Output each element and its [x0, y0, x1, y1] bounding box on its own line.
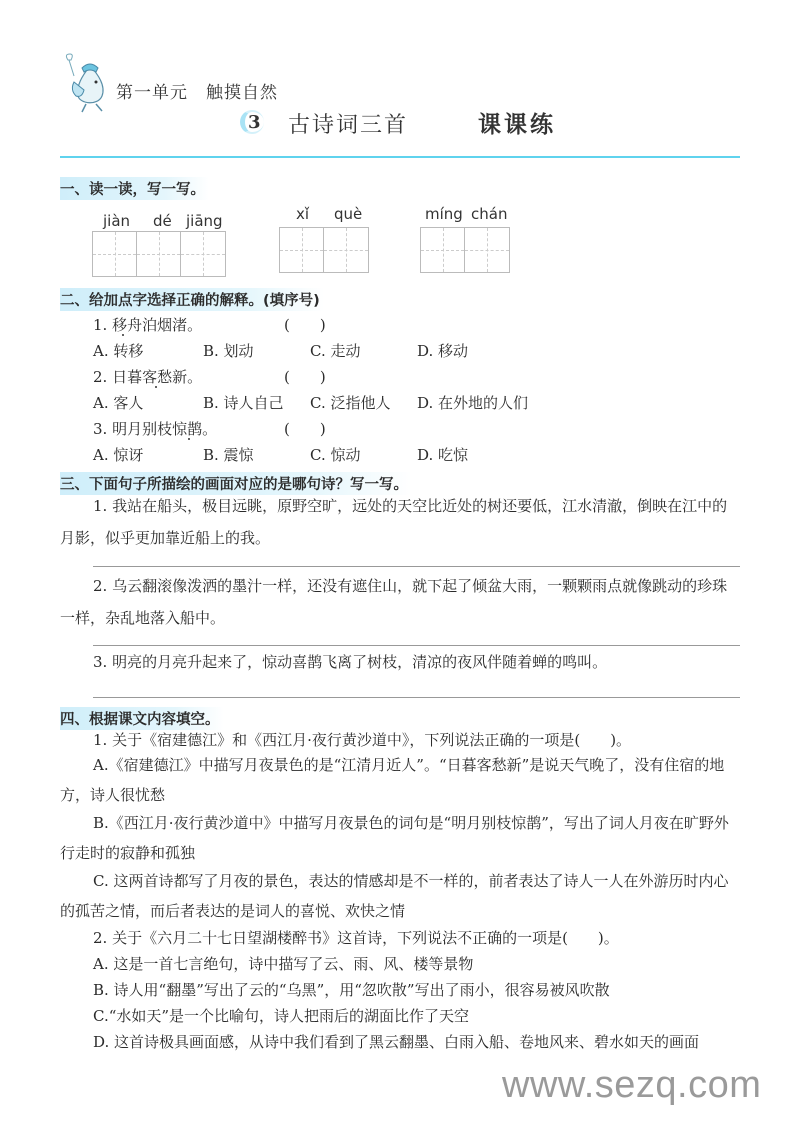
writing-cell[interactable] — [421, 228, 465, 272]
section-2-title: 二、给加点字选择正确的解释。(填序号) — [60, 288, 324, 311]
question-4-1-option-c: C. 这两首诗都写了月夜的景色，表达的情感却是不一样的，前者表达了诗人一人在外游历时内心的孤苦之情，而后者表达的是词人的喜悦、欢快之情 — [60, 872, 729, 920]
question-4-1-option-b: B.《西江月·夜行黄沙道中》中描写月夜景色的词句是“明月别枝惊鹊”，写出了词人月夜在旷野外行走时的寂静和孤独 — [60, 814, 729, 862]
pinyin: jiāng — [186, 212, 223, 230]
writing-grid-2[interactable] — [279, 227, 369, 273]
section-1-title: 一、读一读，写一写。 — [60, 177, 209, 200]
question-4-1-stem: 1. 关于《宿建德江》和《西江月·夜行黄沙道中》，下列说法正确的一项是( )。 — [93, 731, 632, 749]
scene-description-3: 3. 明亮的月亮升起来了，惊动喜鹊飞离了树枝，清凉的夜风伴随着蝉的鸣叫。 — [93, 653, 608, 671]
scene-description-1: 1. 我站在船头，极目远眺，原野空旷，远处的天空比近处的树还要低，江水清澈，倒映在江中的月影，似乎更加靠近船上的我。 — [60, 497, 728, 547]
option: C. 走动 — [310, 342, 361, 360]
writing-cell[interactable] — [137, 232, 181, 276]
pinyin: jiàn — [103, 212, 131, 230]
lesson-number-badge — [240, 110, 266, 136]
answer-line-1[interactable] — [93, 566, 740, 567]
option: A. 转移 — [93, 342, 144, 360]
unit-title: 第一单元 触摸自然 — [116, 83, 278, 103]
emphasis-dot — [122, 334, 124, 336]
watermark: www.sezq.com — [502, 1064, 762, 1106]
section-4-title: 四、根据课文内容填空。 — [60, 707, 224, 730]
question-stem: 2. 日暮客愁新。 — [93, 368, 203, 386]
option: D. 在外地的人们 — [417, 394, 529, 412]
answer-blank[interactable]: ( ) — [284, 316, 326, 334]
water-drop-mascot-icon — [58, 52, 118, 114]
writing-grid-3[interactable] — [420, 227, 510, 273]
pinyin: xǐ — [296, 205, 310, 223]
option: C. 惊动 — [310, 446, 361, 464]
writing-cell[interactable] — [280, 228, 324, 272]
answer-blank[interactable]: ( ) — [284, 420, 326, 438]
question-4-2-option-b: B. 诗人用“翻墨”写出了云的“乌黑”，用“忽吹散”写出了雨小，很容易被风吹散 — [93, 981, 610, 999]
answer-blank[interactable]: ( ) — [284, 368, 326, 386]
option: C. 泛指他人 — [310, 394, 391, 412]
writing-grid-1[interactable] — [92, 231, 226, 277]
section-3-title: 三、下面句子所描绘的画面对应的是哪句诗？写一写。 — [60, 472, 412, 495]
option: A. 客人 — [93, 394, 144, 412]
question-4-2-option-c: C.“水如天”是一个比喻句，诗人把雨后的湖面比作了天空 — [93, 1007, 470, 1025]
option: D. 吃惊 — [417, 446, 469, 464]
pinyin: míng — [425, 205, 463, 223]
writing-cell[interactable] — [324, 228, 368, 272]
question-4-2-option-a: A. 这是一首七言绝句，诗中描写了云、雨、风、楼等景物 — [93, 955, 474, 973]
option: B. 划动 — [203, 342, 254, 360]
question-4-2-option-d: D. 这首诗极具画面感，从诗中我们看到了黑云翻墨、白雨入船、卷地风来、碧水如天的画面 — [93, 1033, 700, 1051]
question-stem: 3. 明月别枝惊鹊。 — [93, 420, 218, 438]
question-4-1-option-a: A.《宿建德江》中描写月夜景色的是“江清月近人”。“日暮客愁新”是说天气晚了，没有住宿的地方，诗人很忧愁 — [60, 756, 725, 804]
writing-cell[interactable] — [181, 232, 225, 276]
writing-cell[interactable] — [465, 228, 509, 272]
question-stem: 1. 移舟泊烟渚。 — [93, 316, 203, 334]
pinyin: chán — [471, 205, 508, 223]
option: D. 移动 — [417, 342, 469, 360]
answer-line-3[interactable] — [93, 697, 740, 698]
pinyin: dé — [153, 212, 172, 230]
header-divider — [60, 156, 740, 158]
emphasis-dot — [155, 386, 157, 388]
option: B. 诗人自己 — [203, 394, 284, 412]
writing-cell[interactable] — [93, 232, 137, 276]
lesson-title: 古诗词三首 — [288, 113, 409, 138]
practice-title: 课课练 — [478, 112, 556, 138]
question-4-2-stem: 2. 关于《六月二十七日望湖楼醉书》这首诗，下列说法不正确的一项是( )。 — [93, 929, 619, 947]
option: B. 震惊 — [203, 446, 254, 464]
pinyin: què — [334, 205, 363, 223]
lesson-number: 3 — [248, 112, 261, 133]
emphasis-dot — [188, 438, 190, 440]
scene-description-2: 2. 乌云翻滚像泼洒的墨汁一样，还没有遮住山，就下起了倾盆大雨，一颗颗雨点就像跳动的珍珠一样，杂乱地落入船中。 — [60, 577, 728, 627]
option: A. 惊讶 — [93, 446, 144, 464]
